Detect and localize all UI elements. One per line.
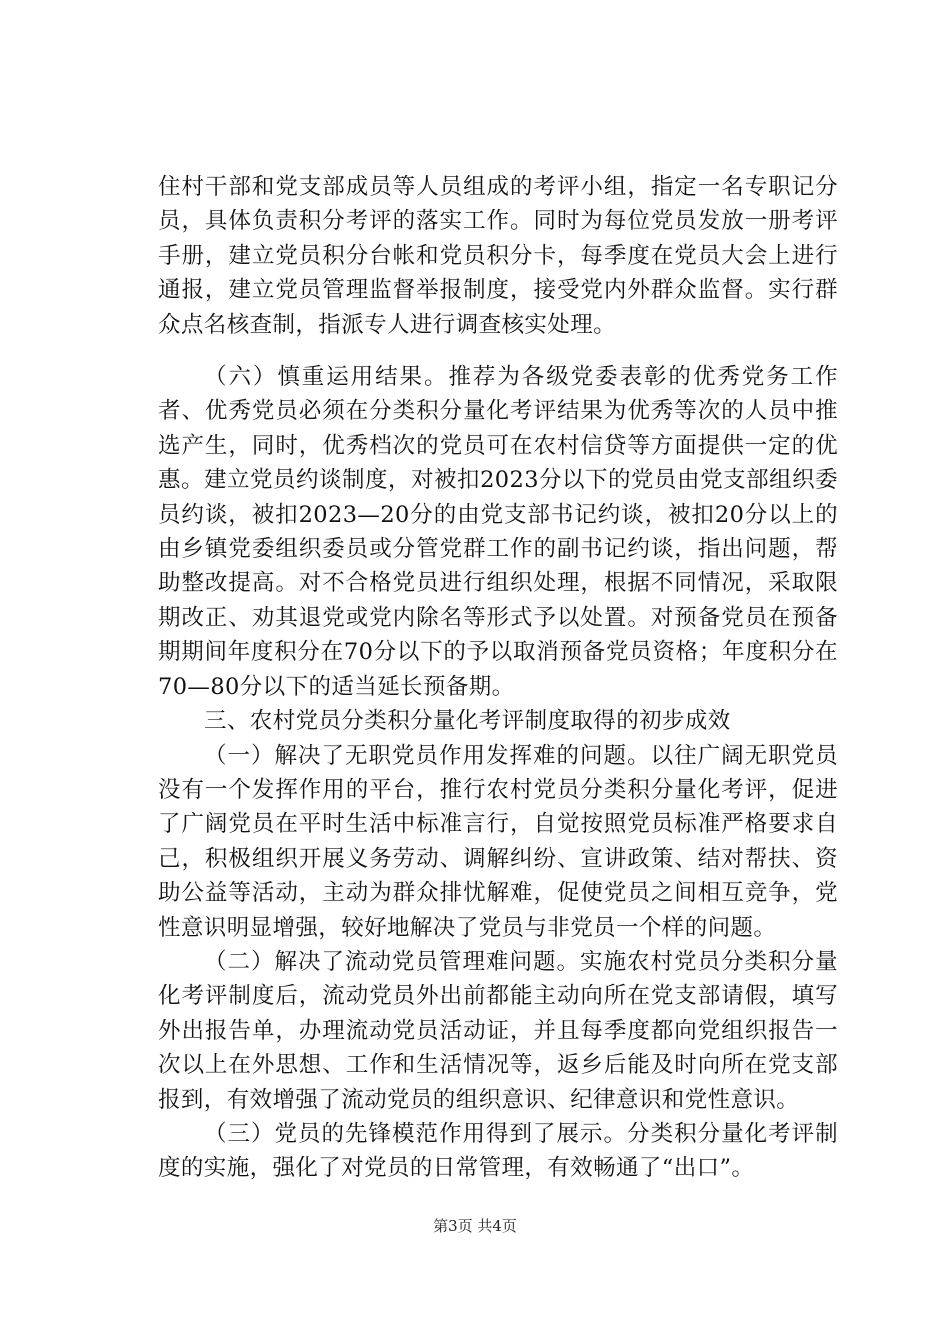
page-number-footer: 第3页 共4页	[433, 1217, 517, 1235]
paragraph-section-six: （六）慎重运用结果。推荐为各级党委表彰的优秀党务工作者、优秀党员必须在分类积分量化考评结果为优秀等次的人员中推选产生，同时，优秀档次的党员可在农村信贷等方面提供一定的优惠。建立党员约谈制度，对被扣2023分以下的党员由党支部组织委员约谈，被扣2023—20分的由党支部书记约谈，被扣20分以上的由乡镇党委组织委员或分管党群工作的副书记约谈，指出问题，帮助整改提高。对不合格党员进行组织处理，根据不同情况，采取限期改正、劝其退党或党内除名等形式予以处置。对预备党员在预备期期间年度积分在70分以下的予以取消预备党员资格；年度积分在70—80分以下的适当延长预备期。	[158, 364, 838, 700]
paragraph-item-one: （一）解决了无职党员作用发挥难的问题。以往广阔无职党员没有一个发挥作用的平台，推行农村党员分类积分量化考评，促进了广阔党员在平时生活中标准言行，自觉按照党员标准严格要求自己，积极组织开展义务劳动、调解纠纷、宣讲政策、结对帮扶、资助公益等活动，主动为群众排忧解难，促使党员之间相互竞争，党性意识明显增强，较好地解决了党员与非党员一个样的问题。	[158, 742, 838, 941]
paragraph-item-three: （三）党员的先锋模范作用得到了展示。分类积分量化考评制度的实施，强化了对党员的日常管理，有效畅通了“出口”。	[158, 1120, 838, 1182]
document-body	[158, 170, 838, 1186]
section-heading-three: 三、农村党员分类积分量化考评制度取得的初步成效	[204, 708, 731, 735]
paragraph-item-two: （二）解决了流动党员管理难问题。实施农村党员分类积分量化考评制度后，流动党员外出前都能主动向所在党支部请假，填写外出报告单，办理流动党员活动证，并且每季度都向党组织报告一次以上在外思想、工作和生活情况等，返乡后能及时向所在党支部报到，有效增强了流动党员的组织意识、纪律意识和党性意识。	[158, 948, 838, 1113]
paragraph-continuation: 住村干部和党支部成员等人员组成的考评小组，指定一名专职记分员，具体负责积分考评的落实工作。同时为每位党员发放一册考评手册，建立党员积分台帐和党员积分卡，每季度在党员大会上进行通报，建立党员管理监督举报制度，接受党内外群众监督。实行群众点名核查制，指派专人进行调查核实处理。	[158, 174, 838, 338]
